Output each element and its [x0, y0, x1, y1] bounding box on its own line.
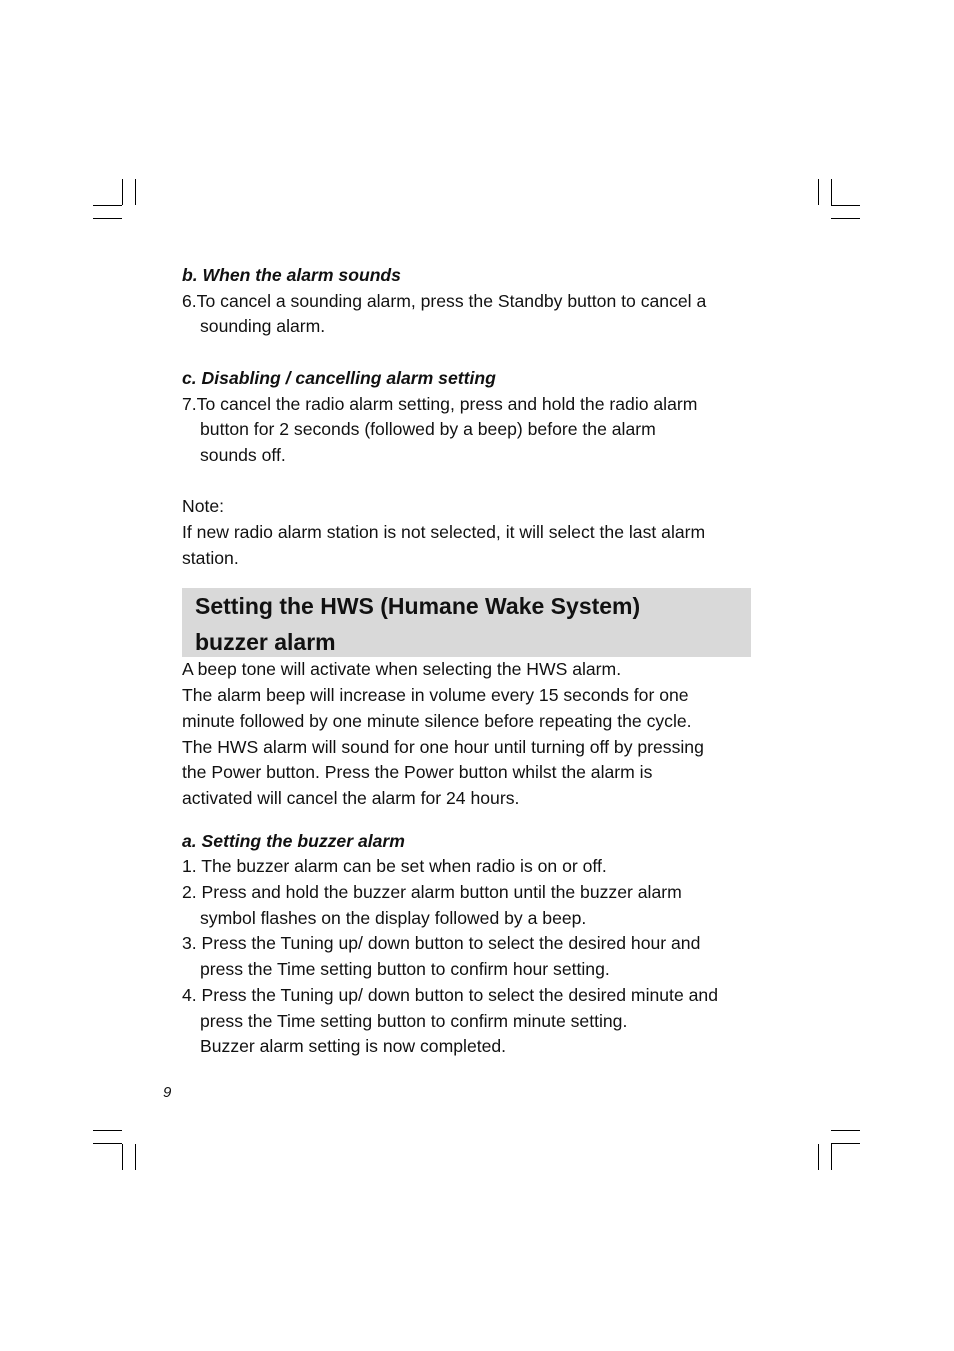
step-2: 2. Press and hold the buzzer alarm button until the buzzer alarm — [182, 882, 682, 903]
crop-mark — [122, 1144, 123, 1170]
crop-mark — [135, 1144, 136, 1170]
item-7: 7.To cancel the radio alarm setting, press and hold the radio alarm — [182, 393, 698, 414]
crop-mark — [135, 179, 136, 205]
crop-mark — [122, 179, 123, 205]
crop-mark — [831, 205, 860, 206]
crop-mark — [818, 179, 819, 205]
hws-title-line2: buzzer alarm — [195, 629, 336, 656]
item-7-cont: sounds off. — [200, 444, 286, 465]
item-6: 6.To cancel a sounding alarm, press the Standby button to cancel a — [182, 290, 707, 311]
hws-paragraph-line: minute followed by one minute silence before repeating the cycle. — [182, 710, 692, 731]
step-3-cont: press the Time setting button to confirm hour setting. — [200, 959, 610, 980]
note-label: Note: — [182, 496, 225, 517]
hws-title-line1: Setting the HWS (Humane Wake System) — [195, 593, 641, 620]
crop-mark — [93, 218, 122, 219]
step-4-cont: press the Time setting button to confirm minute setting. — [200, 1010, 628, 1031]
step-4: 4. Press the Tuning up/ down button to select the desired minute and — [182, 984, 718, 1005]
crop-mark — [831, 1143, 860, 1144]
hws-title-banner — [182, 588, 751, 657]
hws-paragraph-line: A beep tone will activate when selecting the HWS alarm. — [182, 659, 622, 680]
section-c-heading: c. Disabling / cancelling alarm setting — [182, 367, 496, 388]
step-4-cont: Buzzer alarm setting is now completed. — [200, 1036, 507, 1057]
hws-paragraph-line: The alarm beep will increase in volume every 15 seconds for one — [182, 685, 689, 706]
item-6-cont: sounding alarm. — [200, 316, 326, 337]
page-content — [182, 263, 757, 1060]
hws-paragraph-line: activated will cancel the alarm for 24 hours. — [182, 787, 520, 808]
crop-mark — [831, 218, 860, 219]
step-1: 1. The buzzer alarm can be set when radio is on or off. — [182, 856, 607, 877]
note-text: If new radio alarm station is not selected, it will select the last alarm — [182, 522, 706, 542]
item-7-cont: button for 2 seconds (followed by a beep) before the alarm — [200, 419, 656, 440]
note-text-cont: station. — [182, 547, 239, 568]
crop-mark — [818, 1144, 819, 1170]
page-number: 9 — [163, 1084, 172, 1101]
section-b-heading: b. When the alarm sounds — [182, 265, 401, 285]
crop-mark — [93, 1130, 122, 1131]
crop-mark — [93, 1143, 122, 1144]
crop-mark — [831, 1130, 860, 1131]
step-2-cont: symbol flashes on the display followed by a beep. — [200, 907, 587, 928]
crop-mark — [831, 1144, 832, 1170]
step-3: 3. Press the Tuning up/ down button to select the desired hour and — [182, 933, 701, 954]
crop-mark — [831, 179, 832, 205]
hws-paragraph-line: the Power button. Press the Power button whilst the alarm is — [182, 762, 653, 783]
section-a-heading: a. Setting the buzzer alarm — [182, 830, 405, 851]
crop-mark — [93, 205, 122, 206]
hws-paragraph-line: The HWS alarm will sound for one hour until turning off by pressing — [182, 736, 704, 757]
